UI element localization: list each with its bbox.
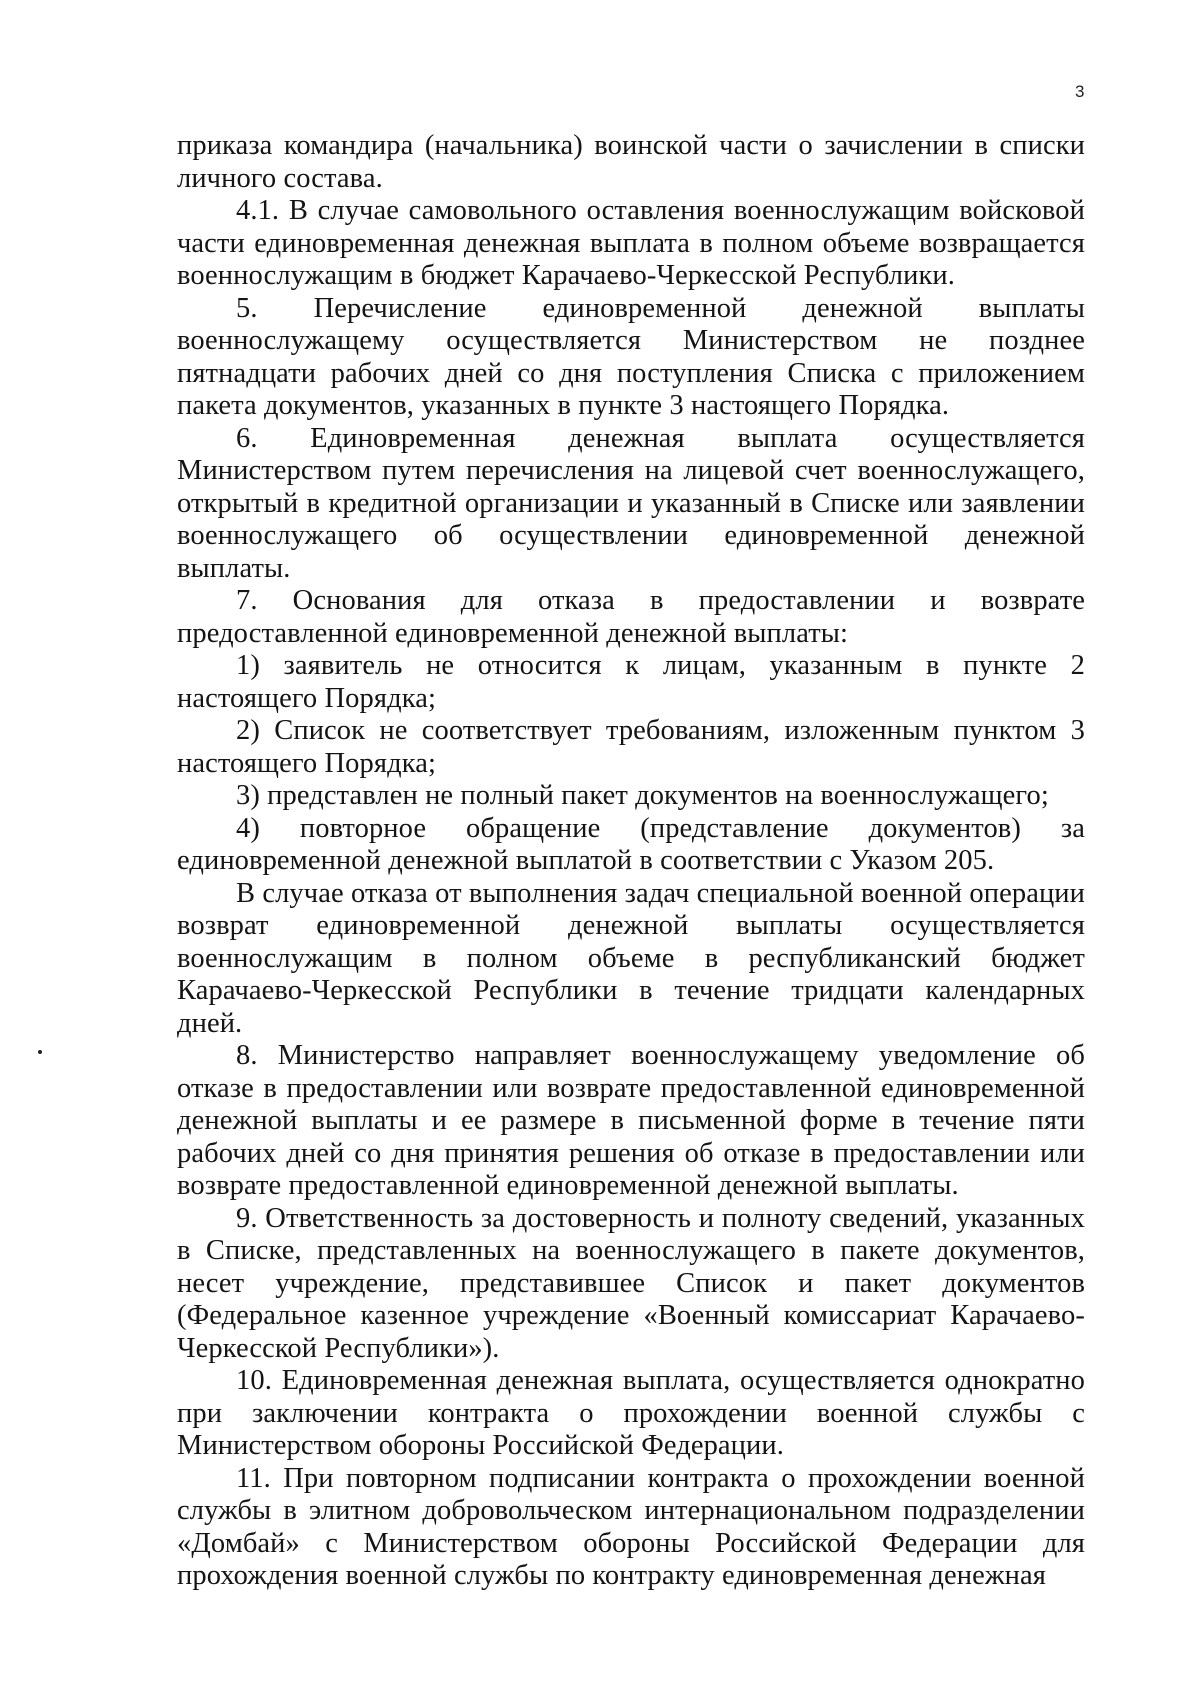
paragraph-7: 7. Основания для отказа в предоставлении и возврате предоставленной единовременной денежной выплаты: (177, 585, 1085, 649)
list-item-3: 3) представлен не полный пакет документов на военнослужащего; (236, 780, 1049, 811)
paragraph-10: 10. Единовременная денежная выплата, осуществляется однократно при заключении контракта о прохождении военной службы с Министерством обороны Российской Федерации. (177, 1365, 1085, 1461)
list-item-2: 2) Список не соответствует требованиям, изложенным пунктом 3 настоящего Порядка; (177, 715, 1085, 779)
document-body (177, 130, 1085, 1593)
paragraph-4-1: 4.1. В случае самовольного оставления военнослужащим войсковой части единовременная денежная выплата в полном объеме возвращается военнослужащим в бюджет Карачаево-Черкесской Республики. (177, 195, 1085, 291)
list-item-4: 4) повторное обращение (представление документов) за единовременной денежной выплатой в соответствии с Указом 205. (177, 812, 1085, 876)
paragraph-5: 5. Перечисление единовременной денежной выплаты военнослужащему осуществляется Министерством не позднее пятнадцати рабочих дней со дня поступления Списка с приложением пакета документов, указанных в пункте 3 настоящего Порядка. (177, 292, 1085, 421)
page-number: 3 (1075, 82, 1085, 101)
paragraph-refusal-return: В случае отказа от выполнения задач специальной военной операции возврат единовременной денежной выплаты осуществляется военнослужащим в полном объеме в республиканский бюджет Карачаево-Черкесской Республики в течение тридцати календарных дней. (177, 877, 1085, 1039)
paragraph-11: 11. При повторном подписании контракта о прохождении военной службы в элитном добровольческом интернациональном подразделении «Домбай» с Министерством обороны Российской Федерации для прохождения военной службы по контракту единовременная денежная (177, 1462, 1085, 1591)
paragraph-8: 8. Министерство направляет военнослужащему уведомление об отказе в предоставлении или возврате предоставленной единовременной денежной выплаты и ее размере в письменной форме в течение пяти рабочих дней со дня принятия решения об отказе в предоставлении или возврате предоставленной единовременной денежной выплаты. (177, 1040, 1085, 1201)
paragraph-6: 6. Единовременная денежная выплата осуществляется Министерством путем перечисления на лицевой счет военнослужащего, открытый в кредитной организации и указанный в Списке или заявлении военнослужащего об осуществлении единовременной денежной выплаты. (177, 422, 1085, 584)
scan-artifact-dot (38, 1050, 42, 1054)
paragraph-9: 9. Ответственность за достоверность и полноту сведений, указанных в Списке, представленных на военнослужащего в пакете документов, несет учреждение, представившее Список и пакет документов (Федеральное казенное учреждение «Военный комиссариат Карачаево-Черкесской Республики»). (177, 1202, 1085, 1364)
paragraph-continuation: приказа командира (начальника) воинской части о зачислении в списки личного состава. (177, 130, 1085, 194)
list-item-1: 1) заявитель не относится к лицам, указанным в пункте 2 настоящего Порядка; (177, 650, 1085, 714)
